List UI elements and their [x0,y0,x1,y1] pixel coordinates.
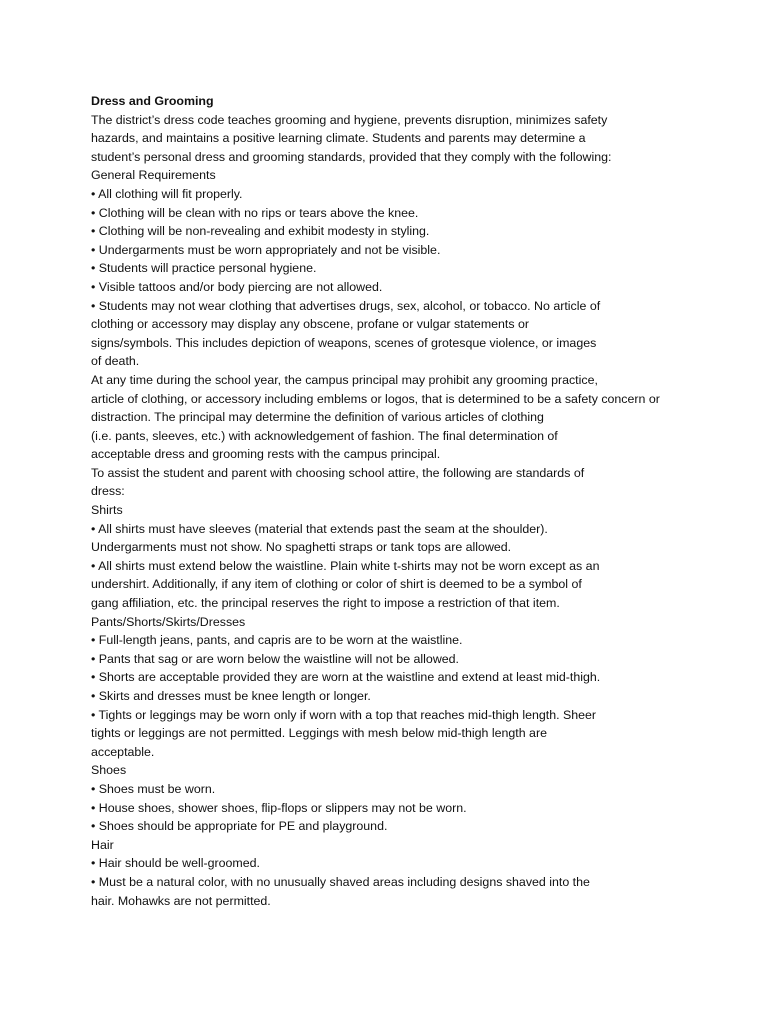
text-line: article of clothing, or accessory including emblems or logos, that is determined to be a safety concern or [91,391,660,406]
bullet-item: • All shirts must have sleeves (material that extends past the seam at the shoulder). [91,521,548,536]
subheading-pants-shorts-skirts-dresses: Pants/Shorts/Skirts/Dresses [91,614,246,629]
bullet-item: • Clothing will be non-revealing and exhibit modesty in styling. [91,224,430,239]
document-body [91,92,691,910]
text-line: The district’s dress code teaches grooming and hygiene, prevents disruption, minimizes safety [91,112,608,127]
bullet-item: • Skirts and dresses must be knee length or longer. [91,689,371,703]
text-line: acceptable dress and grooming rests with the campus principal. [91,447,441,462]
text-line: (i.e. pants, sleeves, etc.) with acknowledgement of fashion. The final determination of [91,428,558,443]
text-line: At any time during the school year, the campus principal may prohibit any grooming practice, [91,372,598,387]
text-line: tights or leggings are not permitted. Leggings with mesh below mid-thigh length are [91,726,547,741]
text-line: Undergarments must not show. No spaghetti straps or tank tops are allowed. [91,540,512,555]
bullet-item: • All clothing will fit properly. [91,186,243,201]
text-line: dress: [91,484,125,499]
bullet-item: • Undergarments must be worn appropriately and not be visible. [91,242,441,257]
bullet-item: • House shoes, shower shoes, flip-flops or slippers may not be worn. [91,800,467,815]
text-line: student’s personal dress and grooming standards, provided that they comply with the following: [91,149,612,164]
text-line: hair. Mohawks are not permitted. [91,893,271,908]
bullet-item: • Shorts are acceptable provided they are worn at the waistline and extend at least mid-thigh. [91,670,601,685]
text-line: gang affiliation, etc. the principal reserves the right to impose a restriction of that item. [91,596,560,611]
bullet-item: • Must be a natural color, with no unusually shaved areas including designs shaved into the [91,874,590,889]
text-line: hazards, and maintains a positive learning climate. Students and parents may determine a [91,131,586,146]
bullet-item: • Visible tattoos and/or body piercing are not allowed. [91,279,383,294]
subheading-hair: Hair [91,837,114,852]
bullet-item: • Shoes should be appropriate for PE and playground. [91,819,388,834]
subheading-general-requirements: General Requirements [91,168,216,183]
text-line: clothing or accessory may display any obscene, profane or vulgar statements or [91,317,530,332]
section-heading: Dress and Grooming [91,94,214,108]
text-line: distraction. The principal may determine the definition of various articles of clothing [91,410,544,425]
bullet-item: • Shoes must be worn. [91,781,216,796]
bullet-item: • Pants that sag or are worn below the waistline will not be allowed. [91,651,459,666]
bullet-item: • Students will practice personal hygiene. [91,261,317,276]
bullet-item: • All shirts must extend below the waistline. Plain white t-shirts may not be worn except as an [91,558,600,573]
bullet-item: • Hair should be well-groomed. [91,856,260,871]
subheading-shoes: Shoes [91,763,127,778]
subheading-shirts: Shirts [91,503,123,518]
bullet-item: • Clothing will be clean with no rips or tears above the knee. [91,205,419,220]
text-line: signs/symbols. This includes depiction of weapons, scenes of grotesque violence, or images [91,335,597,350]
text-line: acceptable. [91,744,155,759]
bullet-item: • Students may not wear clothing that advertises drugs, sex, alcohol, or tobacco. No article of [91,298,601,313]
bullet-item: • Tights or leggings may be worn only if worn with a top that reaches mid-thigh length. Sheer [91,707,597,722]
text-line: of death. [91,354,140,369]
text-line: To assist the student and parent with choosing school attire, the following are standards of [91,465,585,480]
bullet-item: • Full-length jeans, pants, and capris are to be worn at the waistline. [91,633,463,648]
text-line: undershirt. Additionally, if any item of clothing or color of shirt is deemed to be a symbol of [91,577,582,592]
